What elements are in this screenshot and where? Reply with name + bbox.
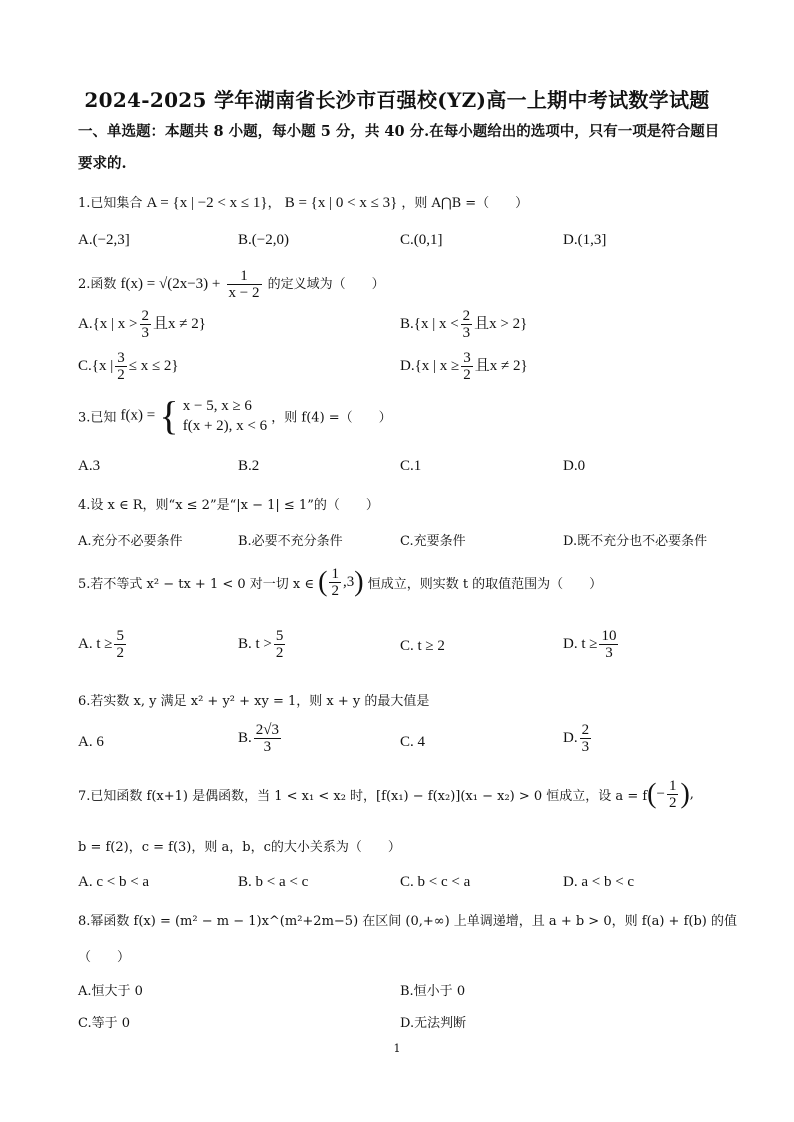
q1-option-a: A.(−2,3] [78, 232, 130, 248]
q5-paren-right: ) [354, 566, 364, 598]
q5-option-b: B. t > $\frac{5}{2}$ [238, 628, 284, 661]
section-heading: 一、单选题：本题共 8 小题，每小题 5 分，共 40 分.在每小题给出的选项中，只有一项是符合题目要求的. [78, 123, 720, 172]
question-3 [78, 393, 392, 438]
q7-option-a: A. c < b < a [78, 874, 150, 890]
q4-option-a: A.充分不必要条件 [78, 534, 183, 549]
q6-option-d: D. $\frac{2}{3}$ [563, 722, 590, 755]
question-8: 8.幂函数 f(x) = (m² − m − 1)x^(m²+2m−5) 在区间 (0,+∞) 上单调递增，且 a + b > 0，则 f(a) + f(b) 的值 [78, 914, 737, 929]
q2-fraction: $\frac{1}{x - 2}$ [228, 268, 260, 301]
q2-option-b: B.{x | x < $\frac{2}{3}$ 且x > 2} [400, 308, 528, 341]
q8-option-d: D.无法判断 [400, 1016, 467, 1031]
q5-paren-left: ( [318, 566, 328, 598]
q8-option-c: C.等于 0 [78, 1016, 131, 1031]
q3-option-d: D.0 [563, 458, 586, 474]
q1-set-a: A = {x | −2 < x ≤ 1} [146, 195, 268, 211]
q3-stem-pre: 3.已知 [78, 410, 117, 426]
page-title: 2024-2025 学年湖南省长沙市百强校(YZ)高一上期中考试数学试题 [84, 88, 710, 112]
question-6: 6.若实数 x, y 满足 x² + y² + xy = 1，则 x + y 的最大值是 [78, 694, 430, 709]
q2-stem-post: 的定义域为（ ） [267, 277, 385, 292]
q3-stem-post: ，则 f(4) =（ ） [271, 410, 392, 426]
q1-stem-post: ，则 A⋂B =（ ） [401, 196, 529, 211]
q3-option-b: B.2 [238, 458, 260, 474]
q5-option-a: A. t ≥ $\frac{5}{2}$ [78, 628, 124, 661]
q5-option-c: C. t ≥ 2 [400, 638, 445, 654]
q2-function: f(x) = √(2x−3) + [120, 276, 221, 292]
question-5: 5.若不等式 x² − tx + 1 < 0 对一切 x ∈ ( $\frac{1}{2}$ ,3) 恒成立，则实数 t 的取值范围为（ ） [78, 566, 603, 599]
q2-stem-pre: 2.函数 [78, 277, 117, 292]
q8-option-b: B.恒小于 0 [400, 984, 466, 999]
q7-option-b: B. b < a < c [238, 874, 309, 890]
q3-case-1: x − 5, x ≥ 6 [182, 398, 252, 414]
q7-option-c: C. b < c < a [400, 874, 471, 890]
q2-option-c: C.{x | $\frac{3}{2}$ ≤ x ≤ 2} [78, 350, 179, 383]
q3-case-2: f(x + 2), x < 6 [182, 418, 268, 434]
question-1: 1.已知集合 A = {x | −2 < x ≤ 1}， B = {x | 0 < x ≤ 3} ，则 A⋂B =（ ） [78, 195, 529, 211]
q3-cases [183, 396, 267, 436]
q1-option-c: C.(0,1] [400, 232, 443, 248]
q1-option-b: B.(−2,0) [238, 232, 289, 248]
q6-option-a: A. 6 [78, 734, 104, 750]
q6-option-c: C. 4 [400, 734, 426, 750]
q8-option-a: A.恒大于 0 [78, 984, 143, 999]
page-number: 1 [393, 1042, 401, 1055]
question-2 [78, 268, 385, 301]
q3-option-a: A.3 [78, 458, 101, 474]
q5-option-d: D. t ≥ $\frac{10}{3}$ [563, 628, 617, 661]
question-7-line-2: b = f(2)，c = f(3)，则 a，b，c的大小关系为（ ） [78, 840, 401, 855]
q1-stem-pre: 1.已知集合 [78, 196, 143, 211]
q4-option-c: C.充要条件 [400, 534, 466, 549]
q6-option-b: B. $\frac{2√3}{3}$ [238, 722, 279, 755]
q2-option-a: A.{x | x > $\frac{2}{3}$ 且x ≠ 2} [78, 308, 206, 341]
question-8-line-2: （ ） [78, 950, 131, 965]
q4-option-b: B.必要不充分条件 [238, 534, 343, 549]
q1-set-b: B = {x | 0 < x ≤ 3} [284, 195, 398, 211]
q2-option-d: D.{x | x ≥ $\frac{3}{2}$ 且x ≠ 2} [400, 350, 528, 383]
question-7: 7.已知函数 f(x+1) 是偶函数，当 1 < x₁ < x₂ 时，[f(x₁) − f(x₂)](x₁ − x₂) > 0 恒成立，设 a = f(− $\frac{1}{2}$ ), [78, 778, 694, 811]
q1-option-d: D.(1,3] [563, 232, 607, 248]
q3-brace: { [159, 393, 179, 438]
q4-option-d: D.既不充分也不必要条件 [563, 534, 708, 549]
q7-option-d: D. a < b < c [563, 874, 635, 890]
question-4: 4.设 x ∈ R，则“x ≤ 2”是“|x − 1| ≤ 1”的（ ） [78, 498, 379, 513]
q3-lhs: f(x) = [120, 407, 156, 424]
q3-option-c: C.1 [400, 458, 422, 474]
